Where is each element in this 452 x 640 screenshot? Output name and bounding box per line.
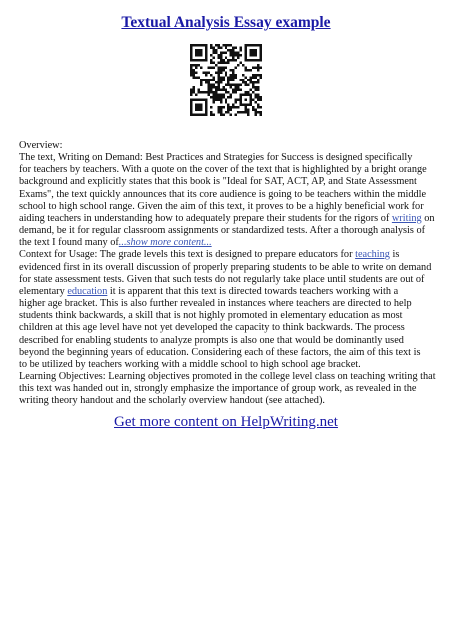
body-line [19, 237, 439, 249]
body-text: higher age bracket. This is also further revealed in instances where teachers are directed to help [19, 298, 412, 310]
body-text: beyond the beginning years of education. Considering each of these factors, the aim of this text is [19, 346, 421, 358]
body-text: students think backwards, a skill that is not highly promoted in elementary education as most [19, 310, 403, 322]
page-title[interactable]: Textual Analysis Essay example [121, 14, 331, 31]
body-line [19, 164, 439, 176]
body-text: demand, be it for regular classroom assignments or standardized tests. After a thorough analysis of [19, 225, 426, 237]
body-line [19, 262, 439, 274]
body-line [19, 249, 439, 261]
body-text: Learning Objectives: Learning objectives promoted in the college level class on teaching writing that [19, 370, 436, 382]
body-text: on [421, 212, 435, 224]
body-text: aiding teachers in understanding how to adequately prepare their students for the rigors of [19, 212, 392, 224]
body-text: Exams", the text quickly announces that its core audience is going to be teachers within the middle [19, 188, 427, 200]
body-line [19, 176, 439, 188]
body-line [19, 395, 439, 407]
body-text: for state assessment tests. Given that such tests do not regularly take place until students are out of [19, 273, 425, 285]
body-text: Context for Usage: The grade levels this text is designed to prepare educators for [19, 249, 356, 261]
body-line [19, 152, 439, 164]
body-text: elementary [19, 285, 68, 297]
qr-code-icon [190, 44, 262, 116]
inline-link-teaching[interactable]: teaching [355, 249, 390, 261]
essay-body [19, 140, 439, 407]
inline-link-education[interactable]: education [67, 285, 108, 297]
body-line [19, 383, 439, 395]
body-line [19, 213, 439, 225]
body-text: for teachers by teachers. With a quote on the cover of the text that is highlighted by a bright orange [19, 164, 427, 176]
body-text: The text, Writing on Demand: Best Practices and Strategies for Success is designed specifically [19, 152, 413, 164]
body-text: this text was handed out in, strongly emphasize the importance of group work, as revealed in the [19, 383, 417, 395]
overview-heading: Overview: [19, 140, 63, 151]
body-line [19, 274, 439, 286]
body-line [19, 189, 439, 201]
body-line [19, 225, 439, 237]
body-line [19, 359, 439, 371]
body-text: background and explicitly states that this book is "Ideal for SAT, ACT, AP, and State Assessment [19, 176, 417, 188]
show-more-link[interactable]: ...show more content... [118, 237, 212, 249]
body-line [19, 310, 439, 322]
body-text: to be utilized by teachers working with a middle school to high school age bracket. [19, 358, 361, 370]
body-line [19, 286, 439, 298]
body-text: is [389, 249, 400, 261]
body-line [19, 335, 439, 347]
body-text: described for enabling students to analyze prompts is also one that would be dominantly used [19, 334, 404, 346]
body-line [19, 371, 439, 383]
body-text: the text I found many of [19, 237, 119, 249]
qr-code-graphic [190, 44, 262, 116]
body-line [19, 298, 439, 310]
body-line [19, 347, 439, 359]
body-text: school to high school range. Given the aim of this text, it proves to be a highly beneficial work for [19, 200, 424, 212]
body-text: it is apparent that this text is directed towards teachers working with a [107, 285, 399, 297]
body-text: writing theory handout and the scholarly overview handout (see attached). [19, 395, 325, 407]
body-text: evidenced first in its overall discussion of properly preparing students to be able to write on demand [19, 261, 432, 273]
footer-link[interactable]: Get more content on HelpWriting.net [114, 414, 338, 430]
body-line [19, 322, 439, 334]
body-line [19, 201, 439, 213]
inline-link-writing[interactable]: writing [391, 212, 422, 224]
body-text: children at this age level have not yet developed the capacity to think backwards. The process [19, 322, 405, 334]
